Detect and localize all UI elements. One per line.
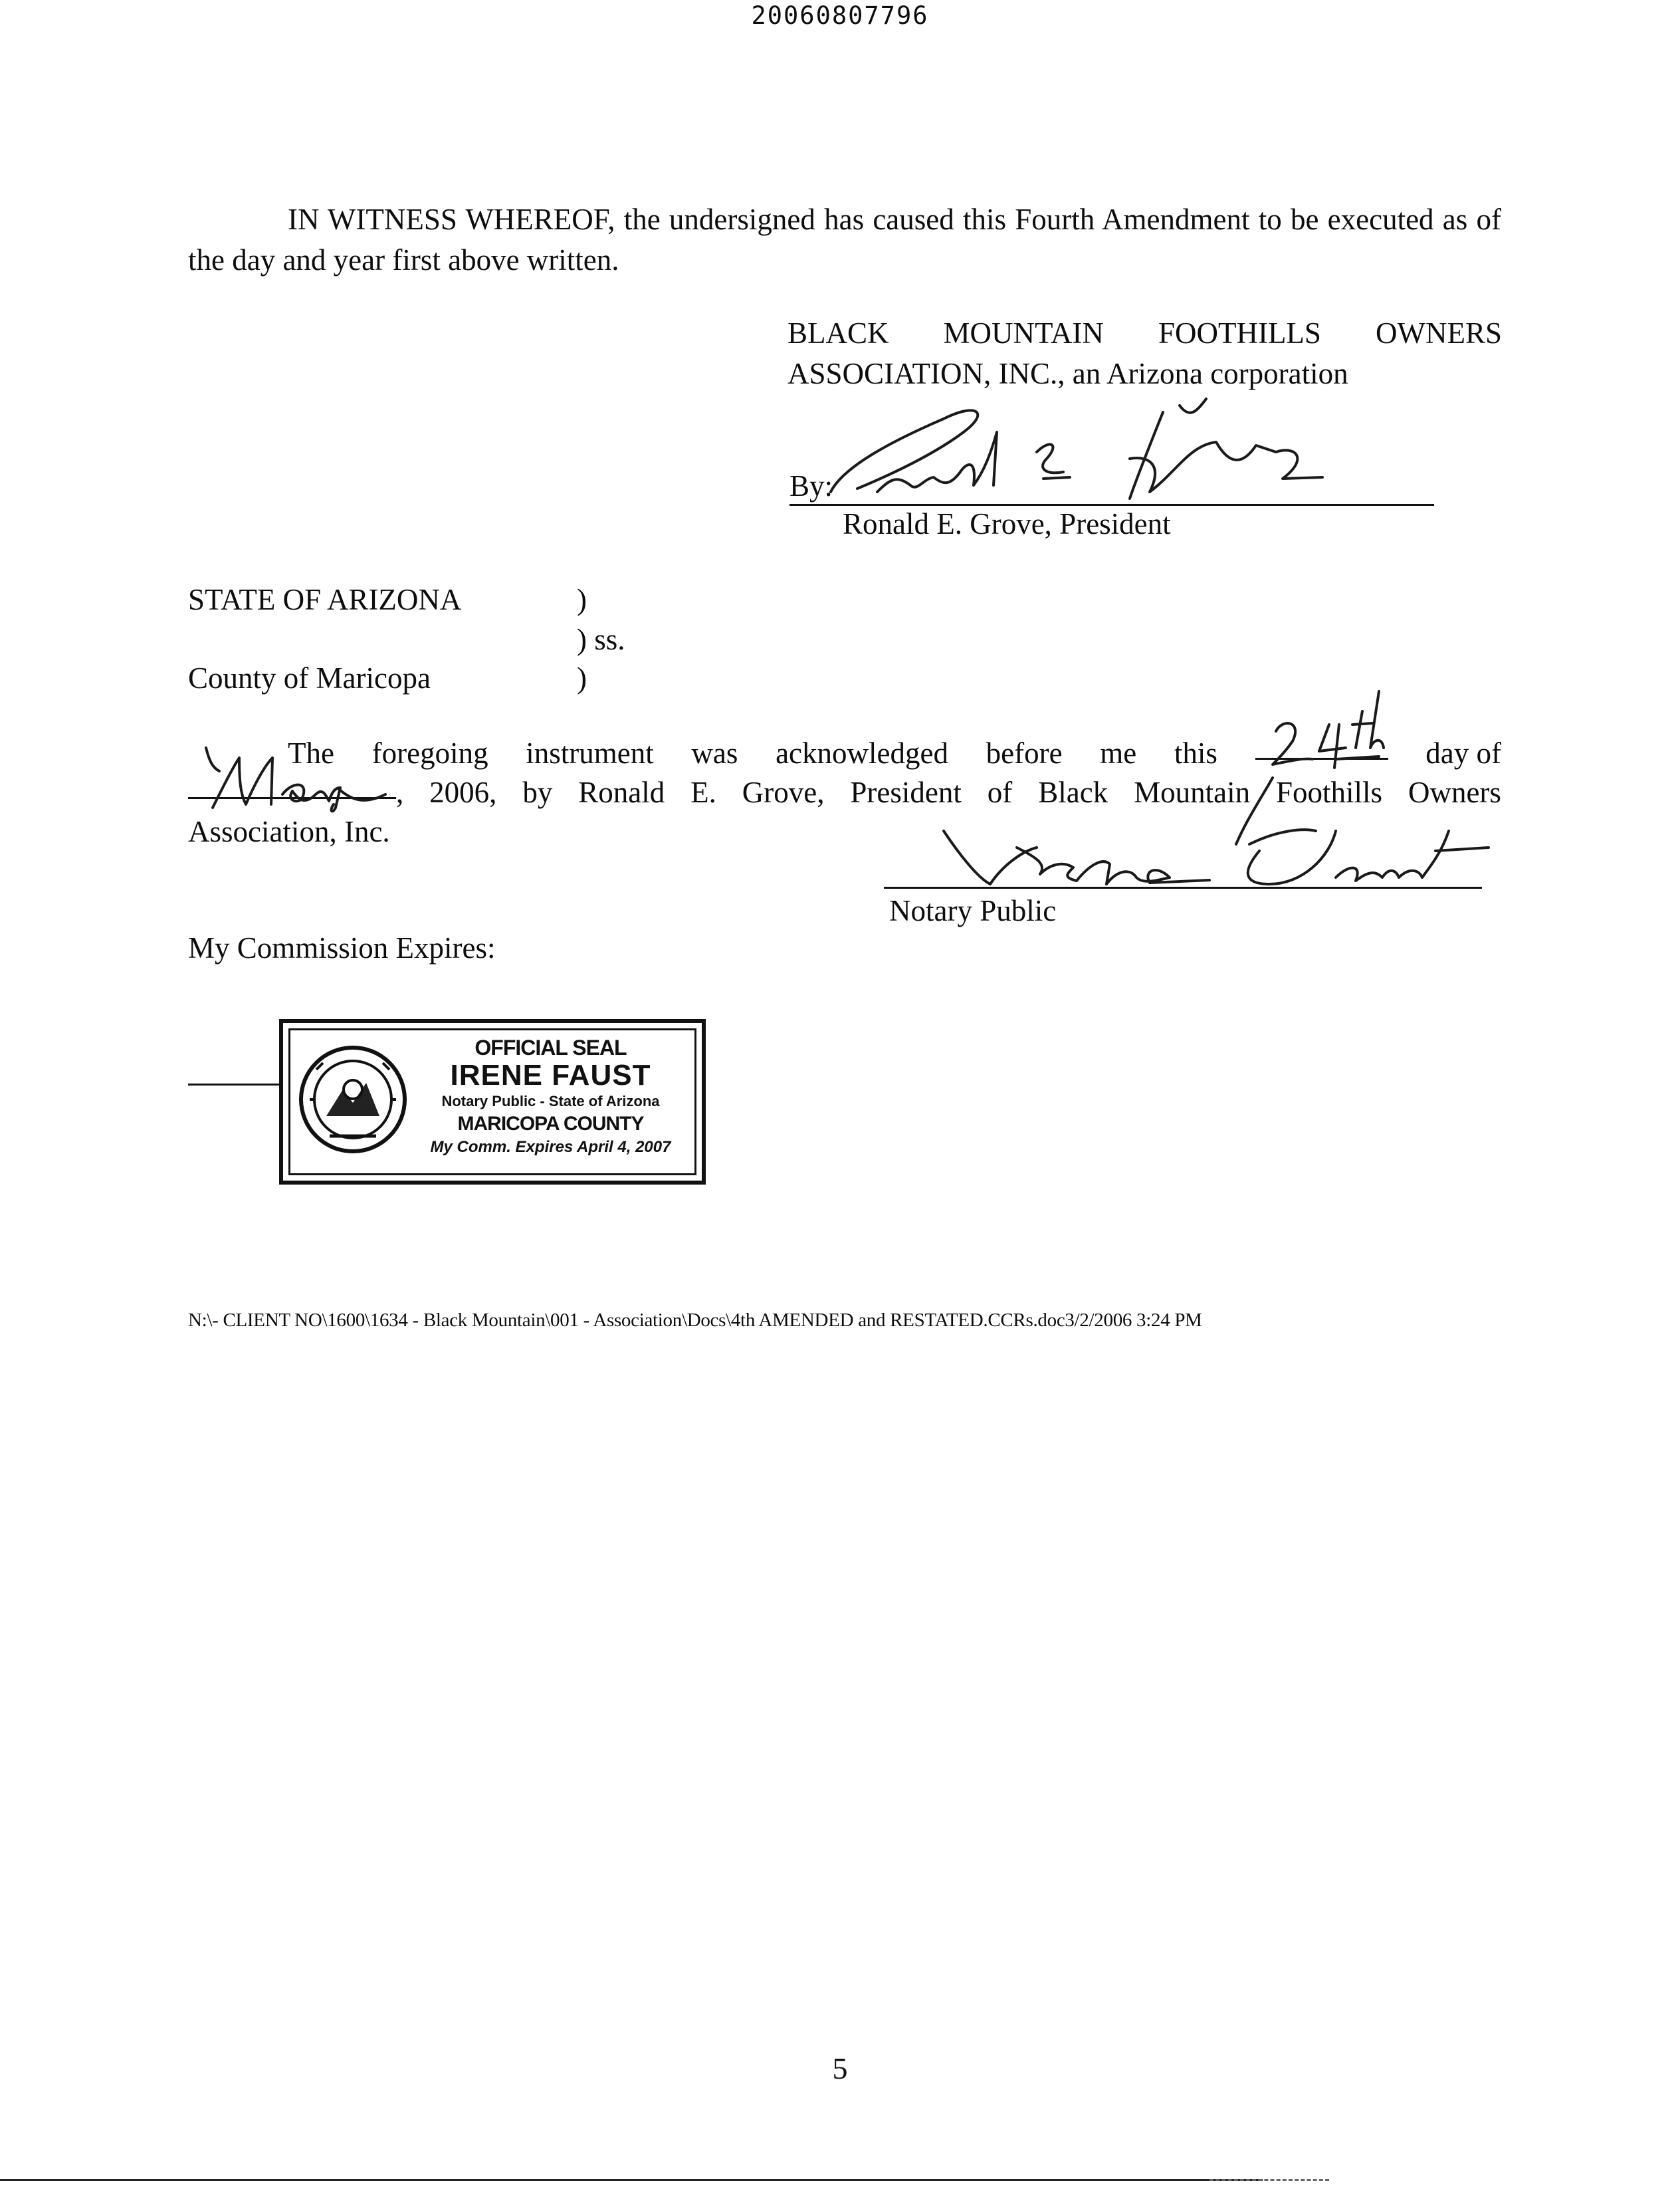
witness-paragraph (188, 199, 1501, 281)
seal-line-5: My Comm. Expires April 4, 2007 (430, 1138, 671, 1156)
president-signature (817, 392, 1349, 512)
witness-paragraph-text: IN WITNESS WHEREOF, the undersigned has caused this Fourth Amendment to be executed as of the day and year first above written. (188, 203, 1501, 277)
venue-paren-ss: ) ss. (577, 623, 625, 656)
ack-word: was (691, 737, 738, 770)
notary-seal-stamp (279, 1019, 706, 1185)
seal-text-block (413, 1035, 688, 1159)
ack-row-2-word: by (522, 776, 553, 809)
ack-word: before (986, 737, 1063, 770)
seal-line-1: OFFICIAL SEAL (474, 1036, 627, 1060)
county-label: County of Maricopa (188, 661, 431, 695)
seal-line-4: MARICOPA COUNTY (457, 1113, 644, 1135)
corp-word: MOUNTAIN (943, 316, 1104, 350)
ack-row-2-word: E. (690, 776, 716, 809)
ack-row-2-word: , (396, 776, 404, 809)
ack-row-2-word: Owners (1408, 776, 1501, 809)
ack-day-of: day of (1425, 737, 1501, 770)
ack-word: instrument (526, 737, 654, 770)
recording-number: 20060807796 (751, 1, 929, 30)
ack-row-2-word: Black (1038, 776, 1108, 809)
handwritten-day (1256, 685, 1389, 771)
ack-row-2-word: 2006, (429, 776, 497, 809)
ack-row-2-word: Ronald (578, 776, 665, 809)
commission-label: My Commission Expires: (188, 931, 496, 965)
ack-row-2-word: of (987, 776, 1013, 809)
by-label: By: (789, 469, 833, 503)
ack-row-2-word: Grove, (742, 776, 825, 809)
corp-word: OWNERS (1375, 316, 1502, 350)
scan-edge-rule-dashed (1209, 2179, 1329, 2181)
ack-word: foregoing (371, 737, 488, 770)
corporation-block (788, 313, 1502, 394)
seal-line-3: Notary Public - State of Arizona (441, 1093, 660, 1109)
notary-label: Notary Public (889, 894, 1057, 927)
ack-row-2-word: President (850, 776, 962, 809)
corp-word: BLACK (788, 316, 889, 350)
corp-word: FOOTHILLS (1158, 316, 1321, 350)
ack-word: The (288, 737, 334, 770)
handwritten-month (193, 741, 405, 814)
scan-edge-rule (0, 2179, 1263, 2181)
ack-row-3: Association, Inc. (188, 815, 390, 848)
ack-row-2-word: Mountain (1134, 776, 1251, 809)
page-number: 5 (832, 2051, 848, 2085)
venue-paren: ) (577, 583, 587, 616)
notary-signature (930, 811, 1502, 904)
ack-word: acknowledged (776, 737, 948, 770)
corporation-line-1 (788, 313, 1502, 354)
ack-word: this (1174, 737, 1217, 770)
state-label: STATE OF ARIZONA (188, 583, 462, 616)
corporation-line-2: ASSOCIATION, INC., an Arizona corporation (788, 357, 1348, 390)
signer-name-title: Ronald E. Grove, President (843, 507, 1171, 540)
ack-row-2-text (396, 773, 1501, 812)
ack-row-2-word: Foothills (1275, 776, 1383, 809)
notary-signature-line (884, 887, 1482, 889)
venue-paren: ) (577, 661, 587, 695)
ack-word: me (1100, 737, 1137, 770)
footer-file-path: N:\- CLIENT NO\1600\1634 - Black Mountain\001 - Association\Docs\4th AMENDED and RESTATED.CCRs.doc3/2/2006 3:24 PM (188, 1310, 1202, 1331)
seal-line-2: IRENE FAUST (450, 1059, 651, 1092)
arizona-state-seal-icon (296, 1043, 409, 1156)
